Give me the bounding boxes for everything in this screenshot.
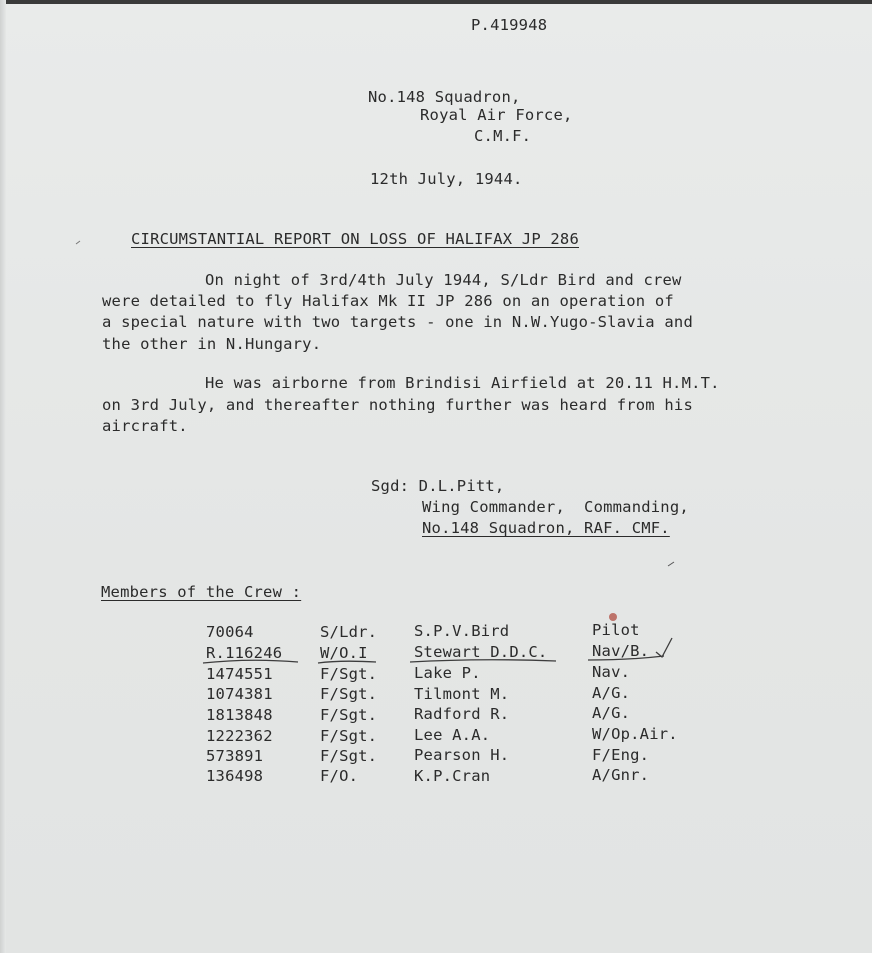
crew-number: 1474551 xyxy=(206,665,273,683)
crew-rank: F/Sgt. xyxy=(320,727,378,745)
crew-role: A/Gnr. xyxy=(592,766,650,784)
crew-role: Nav/B. xyxy=(592,642,650,660)
red-ink-dot xyxy=(609,613,617,621)
signature-line-2: Wing Commander, Commanding, xyxy=(422,498,689,516)
pencil-underline-role xyxy=(588,656,664,660)
crew-rank: F/Sgt. xyxy=(320,685,378,703)
pencil-stray-mark xyxy=(668,562,674,566)
crew-role: Pilot xyxy=(592,621,640,639)
paragraph1-line-1: On night of 3rd/4th July 1944, S/Ldr Bird and crew xyxy=(205,271,682,289)
stray-mark xyxy=(76,241,80,244)
pencil-underline-name xyxy=(410,660,556,662)
crew-number: R.116246 xyxy=(206,644,283,662)
crew-role: A/G. xyxy=(592,684,631,702)
paragraph2-line-3: aircraft. xyxy=(102,417,188,435)
crew-name: Pearson H. xyxy=(414,746,510,764)
crew-role: F/Eng. xyxy=(592,746,650,764)
report-title: CIRCUMSTANTIAL REPORT ON LOSS OF HALIFAX JP 286 xyxy=(131,230,579,248)
crew-heading: Members of the Crew : xyxy=(101,583,302,601)
signature-line-1: Sgd: D.L.Pitt, xyxy=(371,477,505,495)
crew-number: 1074381 xyxy=(206,685,273,703)
crew-number: 1222362 xyxy=(206,727,273,745)
paragraph1-line-4: the other in N.Hungary. xyxy=(102,335,322,353)
paragraph2-line-1: He was airborne from Brindisi Airfield at 20.11 H.M.T. xyxy=(205,374,720,392)
crew-name: Stewart D.D.C. xyxy=(414,643,548,661)
crew-number: 573891 xyxy=(206,747,264,765)
crew-rank: F/Sgt. xyxy=(320,665,378,683)
crew-role: W/Op.Air. xyxy=(592,725,678,743)
crew-name: K.P.Cran xyxy=(414,767,491,785)
address-line-1: No.148 Squadron, xyxy=(368,88,521,106)
crew-name: Radford R. xyxy=(414,705,510,723)
report-date: 12th July, 1944. xyxy=(370,170,523,188)
crew-rank: F/Sgt. xyxy=(320,747,378,765)
paragraph1-line-3: a special nature with two targets - one in N.W.Yugo-Slavia and xyxy=(102,313,693,331)
crew-name: Lake P. xyxy=(414,664,481,682)
address-line-3: C.M.F. xyxy=(474,127,532,145)
crew-rank: F/Sgt. xyxy=(320,706,378,724)
reference-number: P.419948 xyxy=(471,16,548,34)
crew-number: 1813848 xyxy=(206,706,273,724)
paragraph1-line-2: were detailed to fly Halifax Mk II JP 286 on an operation of xyxy=(102,292,674,310)
pencil-underline-number xyxy=(203,660,298,663)
crew-name: S.P.V.Bird xyxy=(414,622,510,640)
paragraph2-line-2: on 3rd July, and thereafter nothing further was heard from his xyxy=(102,396,693,414)
crew-number: 70064 xyxy=(206,623,254,641)
crew-rank: S/Ldr. xyxy=(320,623,378,641)
crew-role: A/G. xyxy=(592,704,631,722)
address-line-2: Royal Air Force, xyxy=(420,106,573,124)
crew-name: Tilmont M. xyxy=(414,685,510,703)
crew-number: 136498 xyxy=(206,767,264,785)
crew-rank: W/O.I xyxy=(320,644,368,662)
crew-name: Lee A.A. xyxy=(414,726,491,744)
pencil-tick-mark xyxy=(656,638,672,657)
pencil-underline-rank xyxy=(318,661,376,663)
signature-line-3: No.148 Squadron, RAF. CMF. xyxy=(422,519,670,537)
crew-rank: F/O. xyxy=(320,767,359,785)
crew-role: Nav. xyxy=(592,663,631,681)
